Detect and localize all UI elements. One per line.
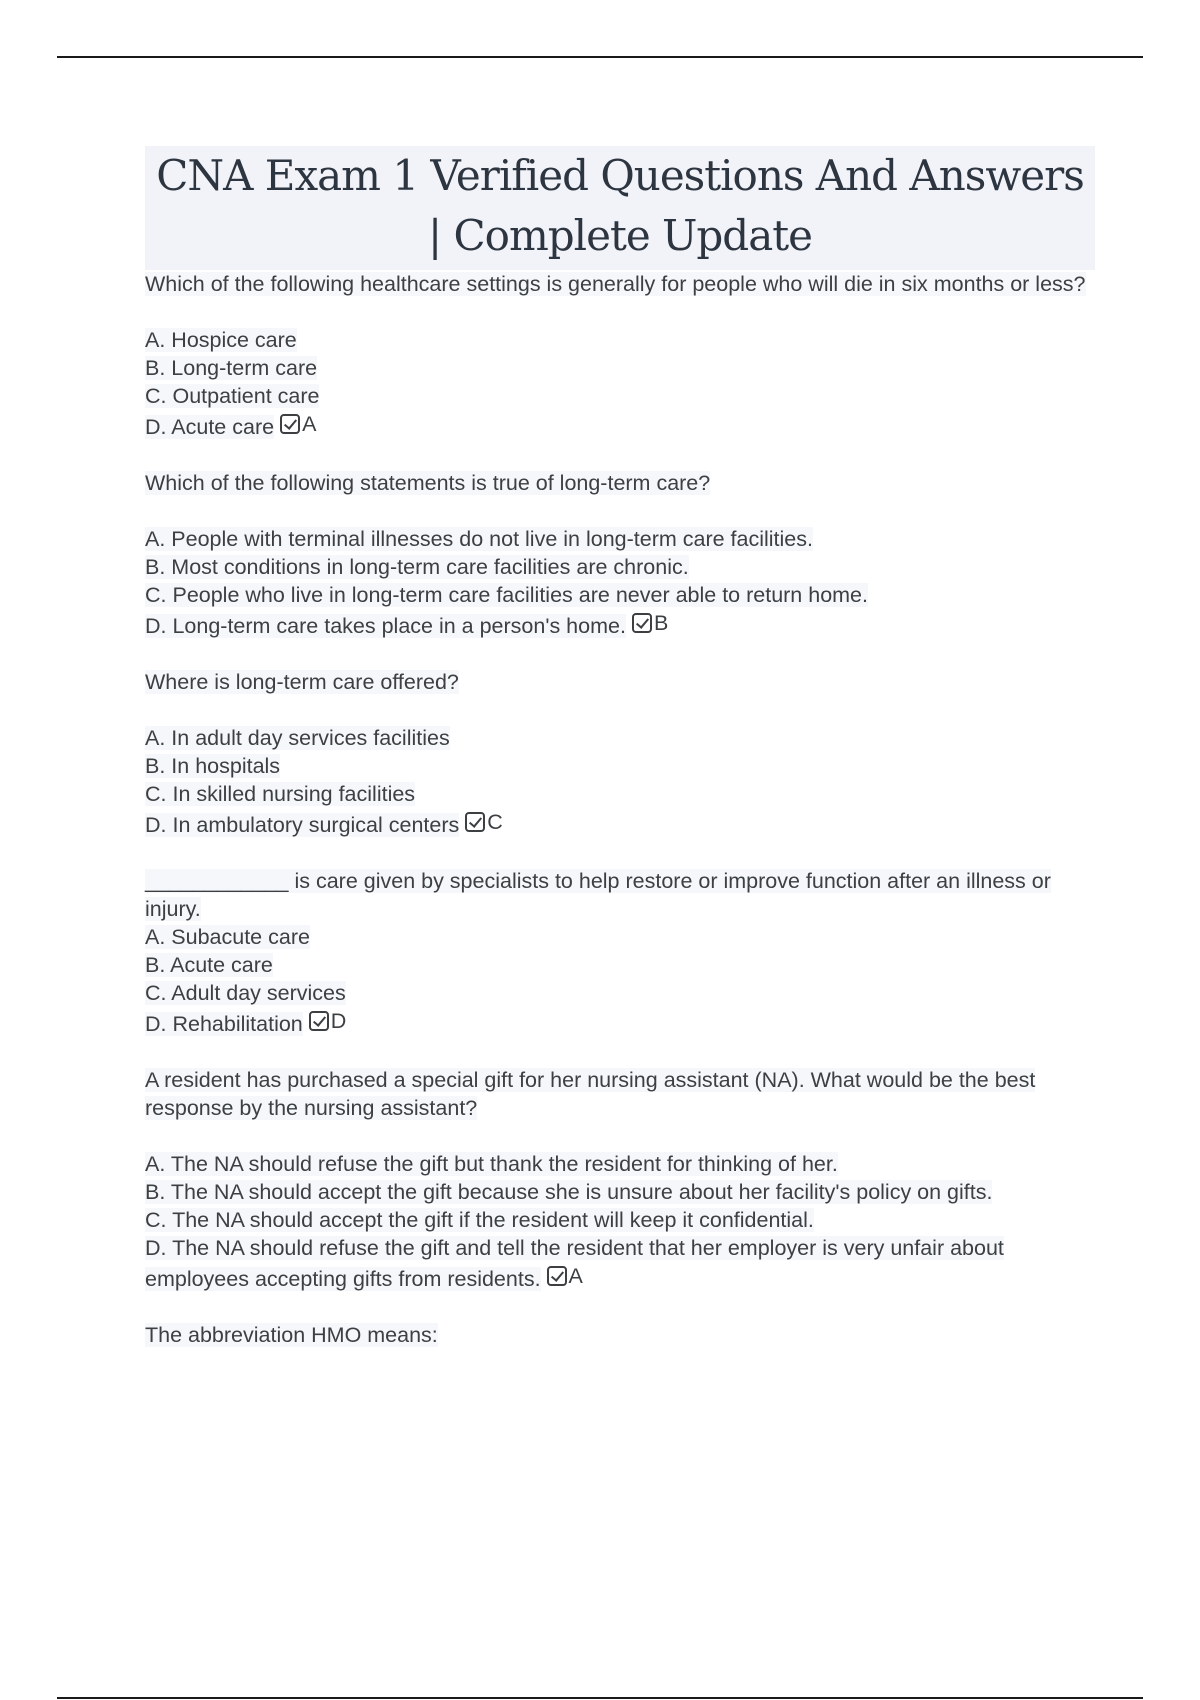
question-text: Which of the following statements is true of long-term care? xyxy=(145,471,711,495)
option-b: B. Most conditions in long-term care facilities are chronic. xyxy=(145,555,689,579)
option-c: C. The NA should accept the gift if the resident will keep it confidential. xyxy=(145,1208,814,1232)
option-b: B. Long-term care xyxy=(145,356,318,380)
option-d: D. The NA should refuse the gift and tell the resident that her employer is very unfair about employees accepting gifts from residents. xyxy=(145,1236,1004,1291)
checkbox-checked-icon xyxy=(632,613,652,633)
answer-letter: B xyxy=(653,611,669,635)
question-text: Where is long-term care offered? xyxy=(145,670,459,694)
option-b: B. Acute care xyxy=(145,953,273,977)
checkbox-checked-icon xyxy=(309,1011,329,1031)
option-b: B. The NA should accept the gift because she is unsure about her facility's policy on gifts. xyxy=(145,1180,993,1204)
option-d: D. Long-term care takes place in a person's home. xyxy=(145,614,626,638)
question-text: A resident has purchased a special gift for her nursing assistant (NA). What would be the best response by the nursing assistant? xyxy=(145,1068,1036,1120)
question-1 xyxy=(145,270,1095,441)
option-a: A. In adult day services facilities xyxy=(145,726,450,750)
document-title: CNA Exam 1 Verified Questions And Answers | Complete Update xyxy=(145,146,1095,270)
checkbox-checked-icon xyxy=(280,414,300,434)
option-a: A. Hospice care xyxy=(145,328,297,352)
option-a: A. The NA should refuse the gift but thank the resident for thinking of her. xyxy=(145,1152,838,1176)
option-d: D. Rehabilitation xyxy=(145,1012,303,1036)
answer-letter: C xyxy=(487,810,503,834)
question-list xyxy=(145,270,1095,1349)
checkbox-checked-icon xyxy=(465,812,485,832)
question-6 xyxy=(145,1321,1095,1349)
question-text: The abbreviation HMO means: xyxy=(145,1323,438,1347)
option-c: C. Adult day services xyxy=(145,981,346,1005)
option-d: D. Acute care xyxy=(145,415,275,439)
question-2 xyxy=(145,469,1095,640)
question-5 xyxy=(145,1066,1095,1293)
option-c: C. In skilled nursing facilities xyxy=(145,782,416,806)
document-page xyxy=(145,146,1095,1377)
checkbox-checked-icon xyxy=(547,1266,567,1286)
option-d: D. In ambulatory surgical centers xyxy=(145,813,460,837)
header-rule xyxy=(57,56,1143,58)
question-4 xyxy=(145,867,1095,1038)
answer-letter: A xyxy=(568,1264,583,1288)
footer-rule xyxy=(57,1697,1143,1699)
option-c: C. Outpatient care xyxy=(145,384,320,408)
question-text: Which of the following healthcare settings is generally for people who will die in six months or less? xyxy=(145,272,1086,296)
question-3 xyxy=(145,668,1095,839)
option-b: B. In hospitals xyxy=(145,754,281,778)
option-c: C. People who live in long-term care facilities are never able to return home. xyxy=(145,583,868,607)
question-text: ____________ is care given by specialists to help restore or improve function after an illness or injury. xyxy=(145,869,1051,921)
answer-letter: D xyxy=(330,1009,347,1033)
answer-letter: A xyxy=(302,412,317,436)
option-a: A. Subacute care xyxy=(145,925,310,949)
option-a: A. People with terminal illnesses do not live in long-term care facilities. xyxy=(145,527,813,551)
